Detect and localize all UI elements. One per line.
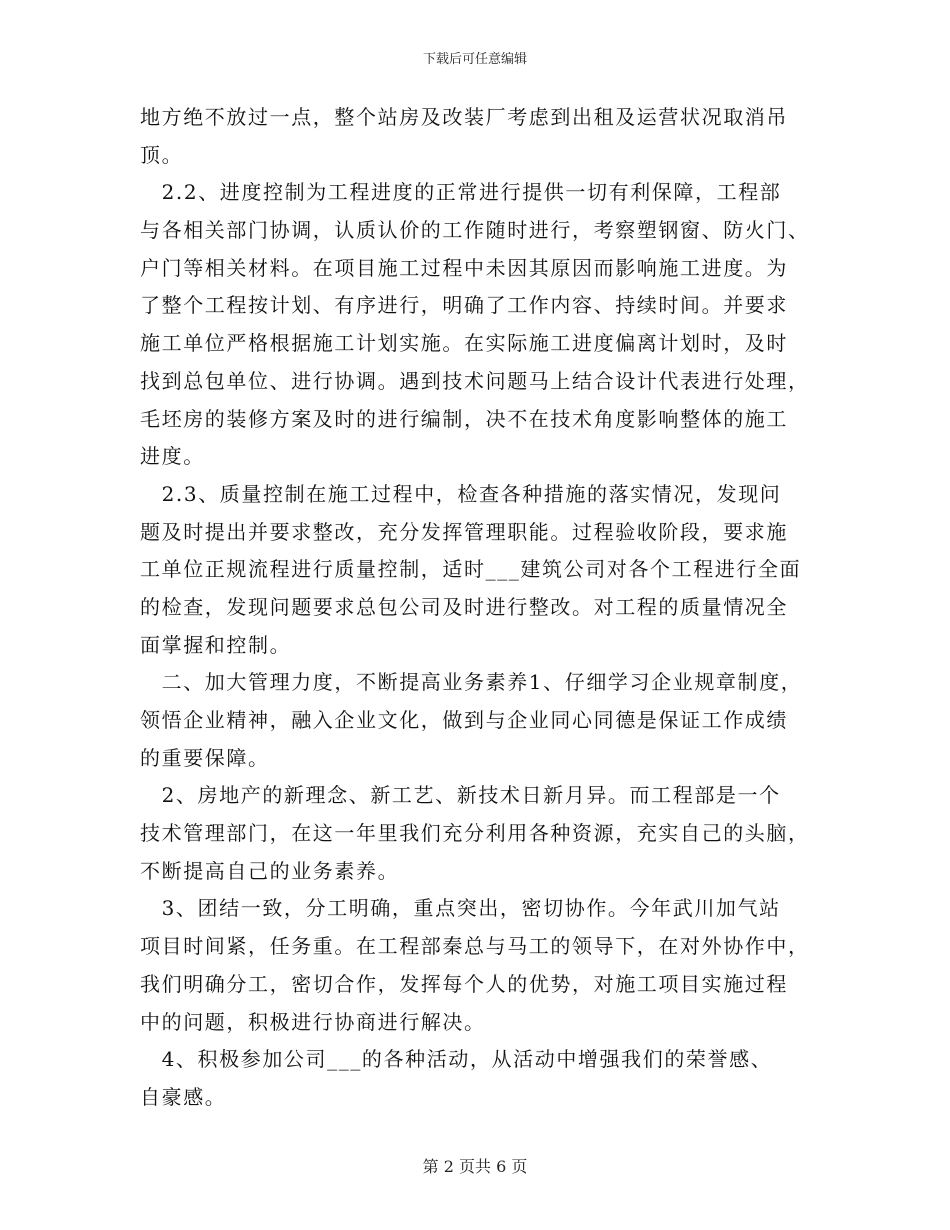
- text-line: 题及时提出并要求整改，充分发挥管理职能。过程验收阶段，要求施: [140, 519, 788, 544]
- text-line: 技术管理部门，在这一年里我们充分利用各种资源，充实自己的头脑，: [140, 821, 810, 846]
- text-line: 领悟企业精神，融入企业文化，做到与企业同心同德是保证工作成绩: [140, 708, 788, 732]
- page-number-footer: 第 2 页共 6 页: [422, 1157, 528, 1176]
- text-line: 顶。: [140, 142, 184, 167]
- text-line: 中的问题，积极进行协商进行解决。: [140, 1009, 486, 1034]
- text-line: 的检查，发现问题要求总包公司及时进行整改。对工程的质量情况全: [140, 594, 788, 619]
- text-line: 二、加大管理力度，不断提高业务素养1、仔细学习企业规章制度，: [140, 670, 803, 695]
- text-line: 我们明确分工，密切合作，发挥每个人的优势，对施工项目实施过程: [140, 971, 788, 996]
- page-header: 下载后可任意编辑: [422, 52, 527, 67]
- text-line: 地方绝不放过一点，整个站房及改装厂考虑到出租及运营状况取消吊: [140, 105, 788, 129]
- text-line: 与各相关部门协调，认质认价的工作随时进行，考察塑钢窗、防火门、: [140, 218, 810, 243]
- document-body: [140, 99, 835, 1117]
- text-line: 2.3、质量控制在施工过程中，检查各种措施的落实情况，发现问: [140, 481, 782, 506]
- text-line: 毛坯房的装修方案及时的进行编制，决不在技术角度影响整体的施工: [140, 406, 788, 431]
- text-line: 不断提高自己的业务素养。: [140, 858, 400, 883]
- text-line: 2.2、进度控制为工程进度的正常进行提供一切有利保障，工程部: [140, 180, 782, 205]
- text-line: 2、房地产的新理念、新工艺、新技术日新月异。而工程部是一个: [140, 783, 781, 808]
- text-line: 施工单位严格根据施工计划实施。在实际施工进度偏离计划时，及时: [140, 331, 788, 356]
- text-line: 了整个工程按计划、有序进行，明确了工作内容、持续时间。并要求: [140, 293, 788, 318]
- text-line: 面掌握和控制。: [140, 632, 292, 657]
- text-line: 自豪感。: [140, 1084, 227, 1109]
- text-line: 的重要保障。: [140, 745, 270, 770]
- text-line: 找到总包单位、进行协调。遇到技术问题马上结合设计代表进行处理，: [140, 368, 810, 393]
- text-line: 户门等相关材料。在项目施工过程中未因其原因而影响施工进度。为: [140, 255, 788, 280]
- text-line: 项目时间紧，任务重。在工程部秦总与马工的领导下，在对外协作中，: [140, 934, 810, 959]
- text-line: 3、团结一致，分工明确，重点突出，密切协作。今年武川加气站: [140, 896, 781, 921]
- text-line: 进度。: [140, 444, 205, 469]
- text-line: 工单位正规流程进行质量控制，适时___建筑公司对各个工程进行全面: [140, 557, 802, 582]
- text-line: 4、积极参加公司___的各种活动，从活动中增强我们的荣誉感、: [140, 1047, 773, 1072]
